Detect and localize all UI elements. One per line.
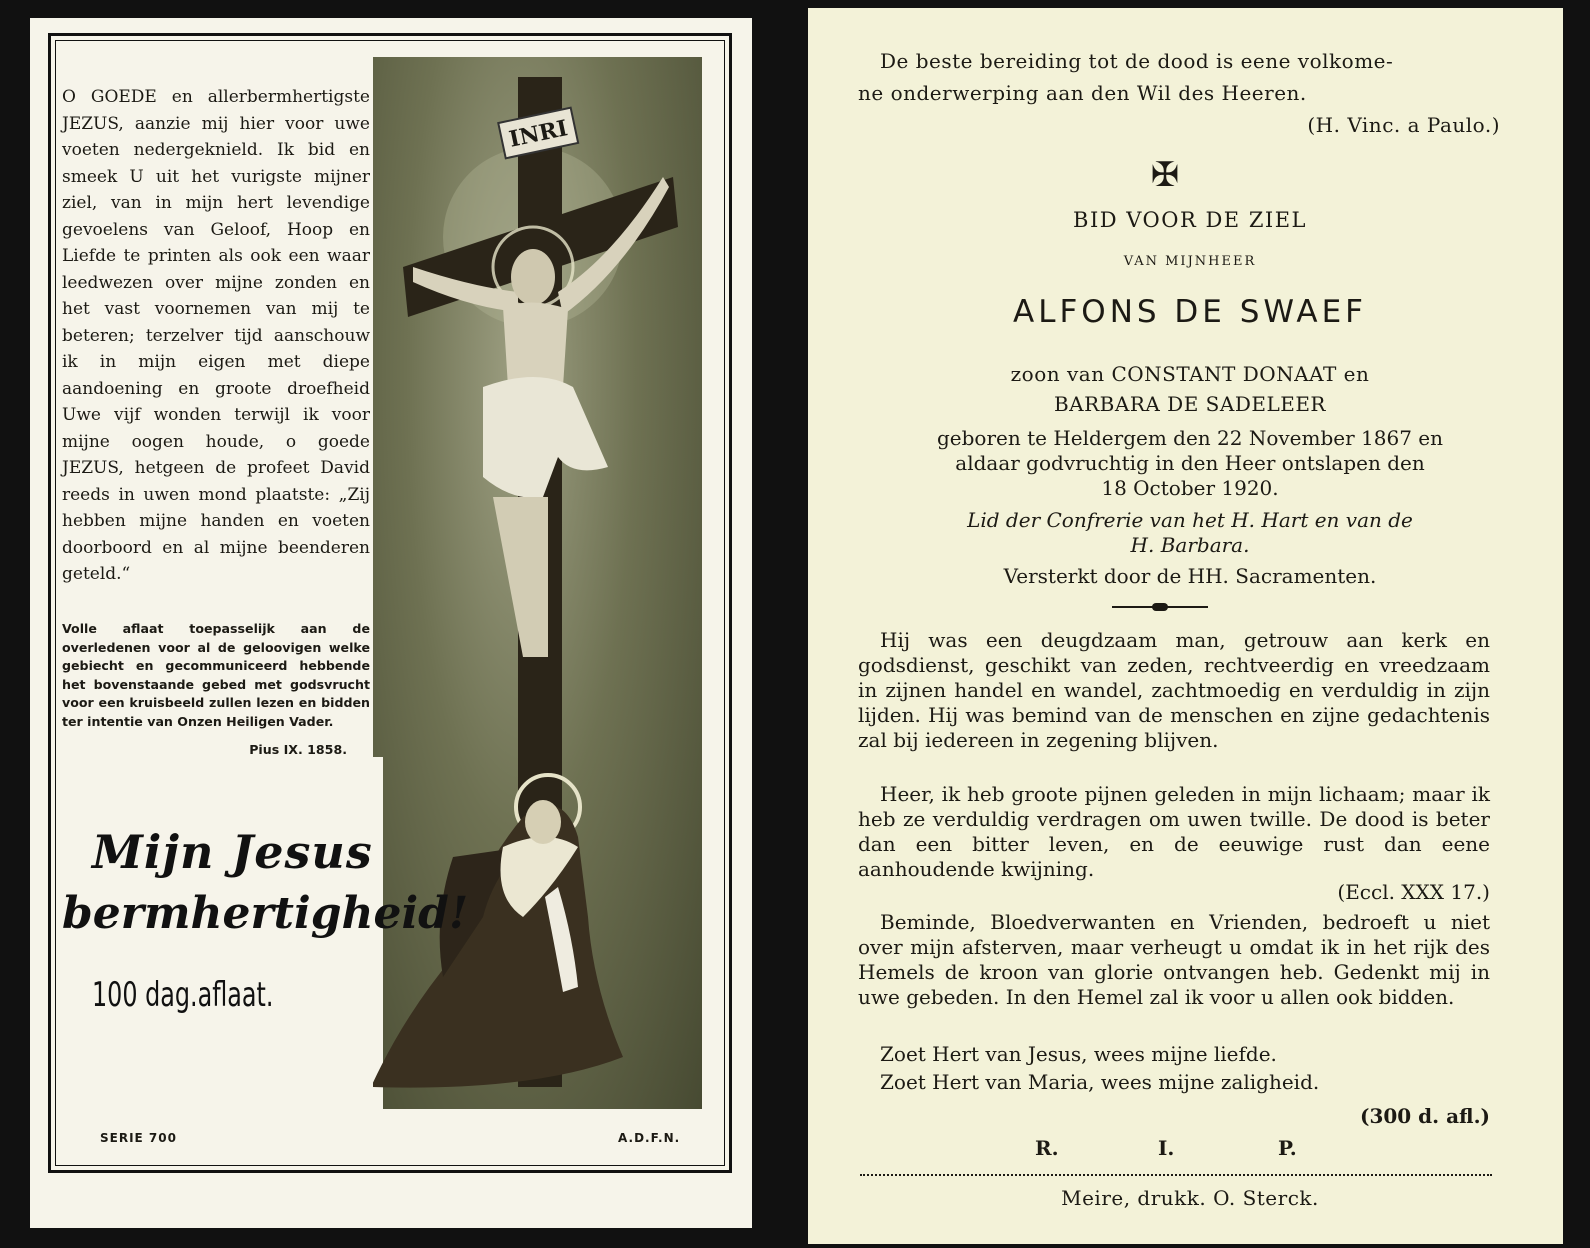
bid-voor-heading: BID VOOR DE ZIEL <box>1073 208 1307 232</box>
deceased-name: ALFONS DE SWAEF <box>1012 294 1367 330</box>
rip-i: I. <box>1158 1136 1175 1160</box>
printer-line: Meire, drukk. O. Sterck. <box>1061 1186 1319 1210</box>
birth-line2: aldaar godvruchtig in den Heer ontslapen den <box>955 451 1425 475</box>
loincloth <box>483 377 608 498</box>
quote-line1: De beste bereiding tot de dood is eene volkome- <box>880 49 1394 73</box>
parents-line2: BARBARA DE SADELEER <box>1053 392 1326 416</box>
magdalene-face <box>525 800 561 844</box>
quote-source: (H. Vinc. a Paulo.) <box>1307 113 1500 137</box>
parents-line1: zoon van CONSTANT DONAAT en <box>1010 362 1370 386</box>
series-label: SERIE 700 <box>100 1131 177 1145</box>
paragraph-3: Beminde, Bloedverwanten en Vrienden, bedroeft u niet over mijn afsterven, maar verheugt u omdat ik in het rijk des Hemels de kroon van glorie ontvangen heb. Gedenkt mij in uwe gebeden. In den Hemel zal ik voor u allen ook bidden. <box>858 910 1490 1009</box>
indulgence-source: Pius IX. 1858. <box>249 742 347 757</box>
sacraments-line: Versterkt door de HH. Sacramenten. <box>1003 564 1377 588</box>
rip-r: R. <box>1035 1136 1059 1160</box>
invocation-1: Zoet Hert van Jesus, wees mijne liefde. <box>880 1042 1277 1066</box>
prayer-paragraph: O GOEDE en allerbermhertigste JEZUS, aanzie mij hier voor uwe voeten nedergeknield. Ik bid en smeek U uit het vurigste mijner ziel, van in mijn hert levendige gevoelens van Geloof, Hoop en Liefde te printen als ook een waar leedwezen over mijne zonden en het vast voornemen van mij te beteren; terzelver tijd aanschouw ik in mijn eigen met diepe aandoening en groote droefheid Uwe vijf wonden terwijl ik voor mijne oogen houde, o goede JEZUS, hetgeen de profeet David reeds in uwen mond plaatste: „Zij hebben mijne handen en voeten doorboord en al mijne beenderen geteld.“ <box>62 87 370 584</box>
van-mijnheer-label: VAN MIJNHEER <box>1123 254 1257 269</box>
publisher-label: A.D.F.N. <box>618 1131 681 1145</box>
paragraph-2: Heer, ik heb groote pijnen geleden in mijn lichaam; maar ik heb ze verduldig verdragen om uwen twille. De dood is beter dan een bitter leven, en de eeuwige rust dan eene aanhoudende kwijning. <box>858 782 1490 881</box>
paragraph-2-source: (Eccl. XXX 17.) <box>1337 880 1490 904</box>
paragraph-1: Hij was een deugdzaam man, getrouw aan kerk en godsdienst, geschikt van zeden, rechtveerdig en vreedzaam in zijnen handel en wandel, zachtmoedig en verduldig in zijn lijden. Hij was bemind van de menschen en zijne gedachtenis zal bij iedereen in zegening blijven. <box>858 628 1490 752</box>
divider-ornament <box>1152 603 1168 611</box>
prayer-text <box>62 84 370 588</box>
magdalene-robe <box>373 806 623 1088</box>
invocation-2: Zoet Hert van Maria, wees mijne zaligheid. <box>880 1070 1320 1094</box>
rip-p: P. <box>1278 1136 1297 1160</box>
ejaculation-line1: Mijn Jesus <box>92 825 373 879</box>
crucifix-illustration <box>373 57 702 1109</box>
christ-legs <box>493 497 548 657</box>
inri-plaque <box>498 108 578 159</box>
inri-label: INRI <box>506 115 570 153</box>
footer-dotted-rule <box>860 1174 1492 1176</box>
birth-line3: 18 October 1920. <box>1101 476 1279 500</box>
christ-head <box>511 249 555 305</box>
quote-line2: ne onderwerping aan den Wil des Heeren. <box>858 81 1307 105</box>
confrerie-line2: H. Barbara. <box>1130 533 1250 557</box>
indulgence-text: Volle aflaat toepasselijk aan de overledenen voor al de geloovigen welke gebiecht en gecommuniceerd hebbende het bovenstaande gebed met godsvrucht voor een kruisbeeld zullen lezen en bidden ter intentie van Onzen Heiligen Vader. <box>62 621 370 729</box>
cross-icon: ✠ <box>1150 155 1180 195</box>
ejaculation-indulgence: 100 dag.aflaat. <box>92 975 274 1015</box>
ejaculation-line2: bermhertigheid! <box>62 888 469 939</box>
invocation-indulgence: (300 d. afl.) <box>1359 1104 1490 1128</box>
confrerie-line1: Lid der Confrerie van het H. Hart en van de <box>967 508 1413 532</box>
birth-line1: geboren te Heldergem den 22 November 1867 en <box>936 426 1444 450</box>
